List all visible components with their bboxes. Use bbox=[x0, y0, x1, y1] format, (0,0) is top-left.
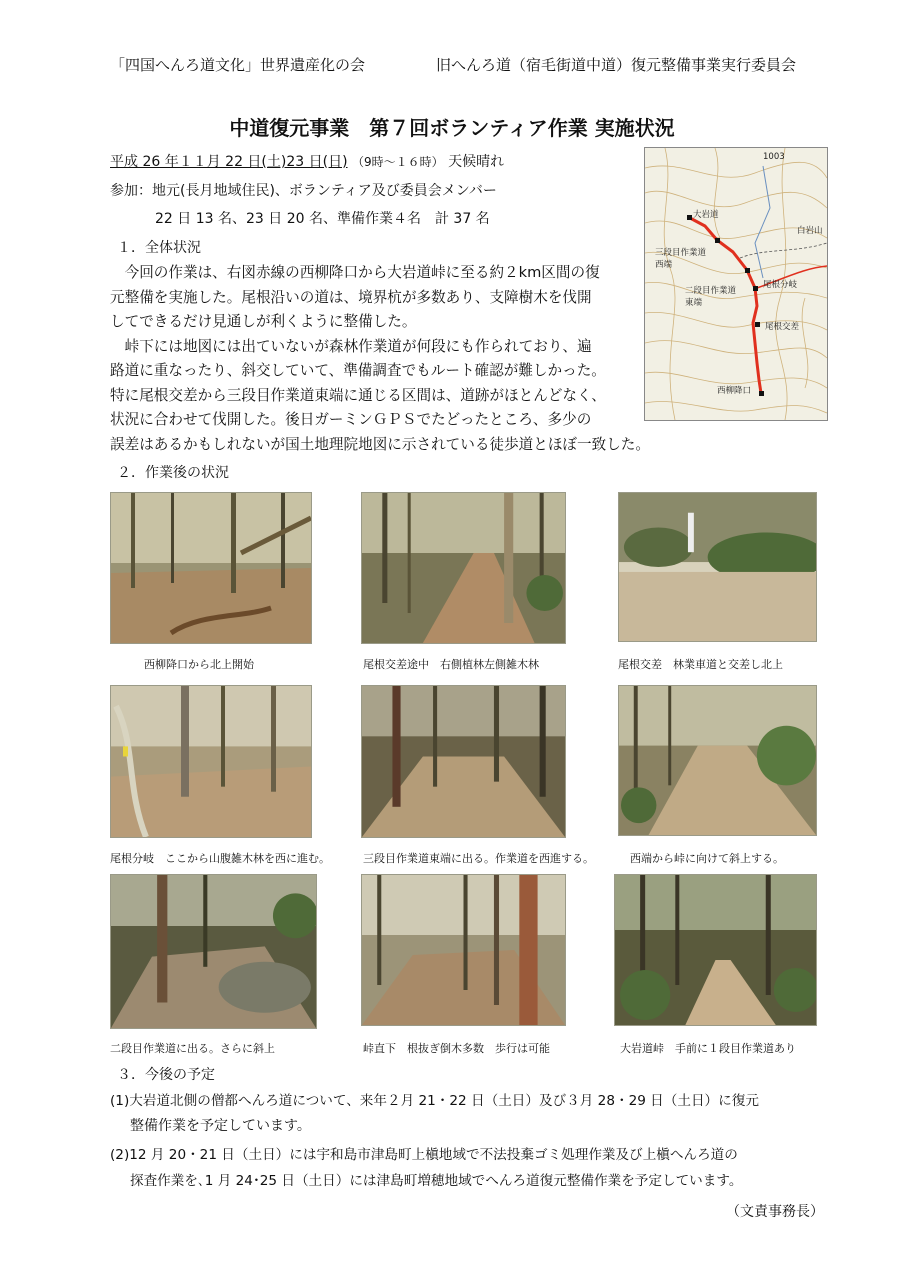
map-label-nidanme: 二段目作業道 bbox=[685, 286, 737, 296]
participants-line1: 参加：地元(長月地域住民)、ボランティア及び委員会メンバー bbox=[110, 183, 497, 199]
header-organization-right: 旧へんろ道（宿毛街道中道）復元整備事業実行委員会 bbox=[436, 56, 797, 74]
page-title: 中道復元事業 第７回ボランティア作業 実施状況 bbox=[229, 116, 675, 140]
forest-photo-image bbox=[111, 493, 311, 643]
section1-line: 特に尾根交差から三段目作業道東端に通じる区間は、道跡がほとんどなく、 bbox=[110, 386, 606, 404]
route-map-graphic bbox=[645, 148, 827, 420]
forest-photo-image bbox=[615, 875, 816, 1025]
weather: 天候晴れ bbox=[448, 154, 505, 170]
section1-body bbox=[110, 261, 650, 457]
photo-caption: 二段目作業道に出る。さらに斜上 bbox=[110, 1042, 275, 1055]
section1-line: 元整備を実施した。尾根沿いの道は、境界杭が多数あり、支障樹木を伐開 bbox=[110, 288, 592, 306]
forest-photo-image bbox=[362, 493, 565, 643]
photo-1 bbox=[110, 492, 312, 644]
map-label-east-end: 東端 bbox=[685, 298, 703, 308]
forest-photo-image bbox=[619, 493, 816, 641]
section1-line: 状況に合わせて伐開した。後日ガーミンＧＰＳでたどったところ、多少の bbox=[110, 411, 592, 428]
map-label-nishiyanagi: 西柳降口 bbox=[717, 386, 752, 396]
section1-line: 誤差はあるかもしれないが国土地理院地図に示されている徒歩道とほぼ一致した。 bbox=[110, 435, 650, 453]
photo-4 bbox=[110, 685, 312, 838]
forest-photo-image bbox=[362, 686, 565, 837]
photo-caption: 峠直下 根抜ぎ倒木多数 歩行は可能 bbox=[363, 1042, 550, 1055]
event-time: （9時～１６時） bbox=[352, 155, 444, 169]
photo-7 bbox=[110, 874, 317, 1029]
map-label-oiwado: 大岩道 bbox=[693, 210, 719, 220]
plan-item-1-line2: 整備作業を予定しています。 bbox=[130, 1118, 311, 1134]
photo-caption: 西端から峠に向けて斜上する。 bbox=[630, 852, 784, 865]
section1-line: してできるだけ見通しが利くように整備した。 bbox=[110, 313, 417, 330]
section1-heading: １．全体状況 bbox=[117, 240, 201, 256]
map-label-ridge-cross: 尾根交差 bbox=[765, 322, 800, 332]
photo-caption: 大岩道峠 手前に１段目作業道あり bbox=[620, 1042, 796, 1055]
photo-8 bbox=[361, 874, 566, 1026]
date-line bbox=[110, 151, 504, 171]
section3-heading: ３．今後の予定 bbox=[117, 1067, 215, 1083]
section1-line: 路道に重なったり、斜交していて、準備調査でもルート確認が難しかった。 bbox=[110, 362, 606, 379]
photo-3 bbox=[618, 492, 817, 642]
photo-caption: 尾根交差途中 右側植林左側雑木林 bbox=[363, 658, 539, 671]
section1-line: 今回の作業は、右図赤線の西柳降口から大岩道峠に至る約２km区間の復 bbox=[110, 264, 600, 281]
forest-photo-image bbox=[111, 875, 316, 1028]
map-label-west-end: 西端 bbox=[655, 260, 673, 270]
map-label-shiraiwa: 白岩山 bbox=[797, 226, 823, 236]
event-date: 平成 26 年１１月 22 日(土)23 日(日) bbox=[110, 154, 348, 170]
photo-5 bbox=[361, 685, 566, 838]
photo-caption: 三段目作業道東端に出る。作業道を西進する。 bbox=[363, 852, 594, 865]
plan-item-2-line1: (2)12 月 20・21 日（土日）には宇和島市津島町上槇地域で不法投棄ゴミ処理作業及び上槇へんろ道の bbox=[110, 1147, 738, 1163]
participants-line2: 22 日 13 名、23 日 20 名、準備作業４名 計 37 名 bbox=[155, 211, 490, 227]
plan-item-2-line2: 探査作業を､1 月 24･25 日（土日）には津島町増穂地域でへんろ道復元整備作業を予定しています。 bbox=[130, 1173, 743, 1189]
photo-6 bbox=[618, 685, 817, 836]
forest-photo-image bbox=[111, 686, 311, 837]
forest-photo-image bbox=[362, 875, 565, 1025]
photo-9 bbox=[614, 874, 817, 1026]
photo-caption: 尾根分岐 ここから山腹雑木林を西に進む。 bbox=[110, 852, 330, 865]
forest-photo-image bbox=[619, 686, 816, 835]
signature: （文責事務長） bbox=[726, 1204, 824, 1220]
section2-heading: ２．作業後の状況 bbox=[117, 465, 229, 481]
photo-caption: 西柳降口から北上開始 bbox=[144, 658, 254, 671]
route-map bbox=[644, 147, 828, 421]
photo-2 bbox=[361, 492, 566, 644]
map-label-ridge-fork: 尾根分岐 bbox=[763, 280, 798, 290]
map-label-elevation: 1003 bbox=[763, 152, 785, 162]
map-label-sandanme: 三段目作業道 bbox=[655, 248, 707, 258]
header-organization-left: 「四国へんろ道文化」世界遺産化の会 bbox=[110, 56, 366, 74]
photo-caption: 尾根交差 林業車道と交差し北上 bbox=[618, 658, 783, 671]
plan-item-1-line1: (1)大岩道北側の僧都へんろ道について、来年２月 21・22 日（土日）及び３月 28・29 日（土日）に復元 bbox=[110, 1093, 759, 1109]
section1-line: 峠下には地図には出ていないが森林作業道が何段にも作られており、遍 bbox=[110, 337, 592, 355]
